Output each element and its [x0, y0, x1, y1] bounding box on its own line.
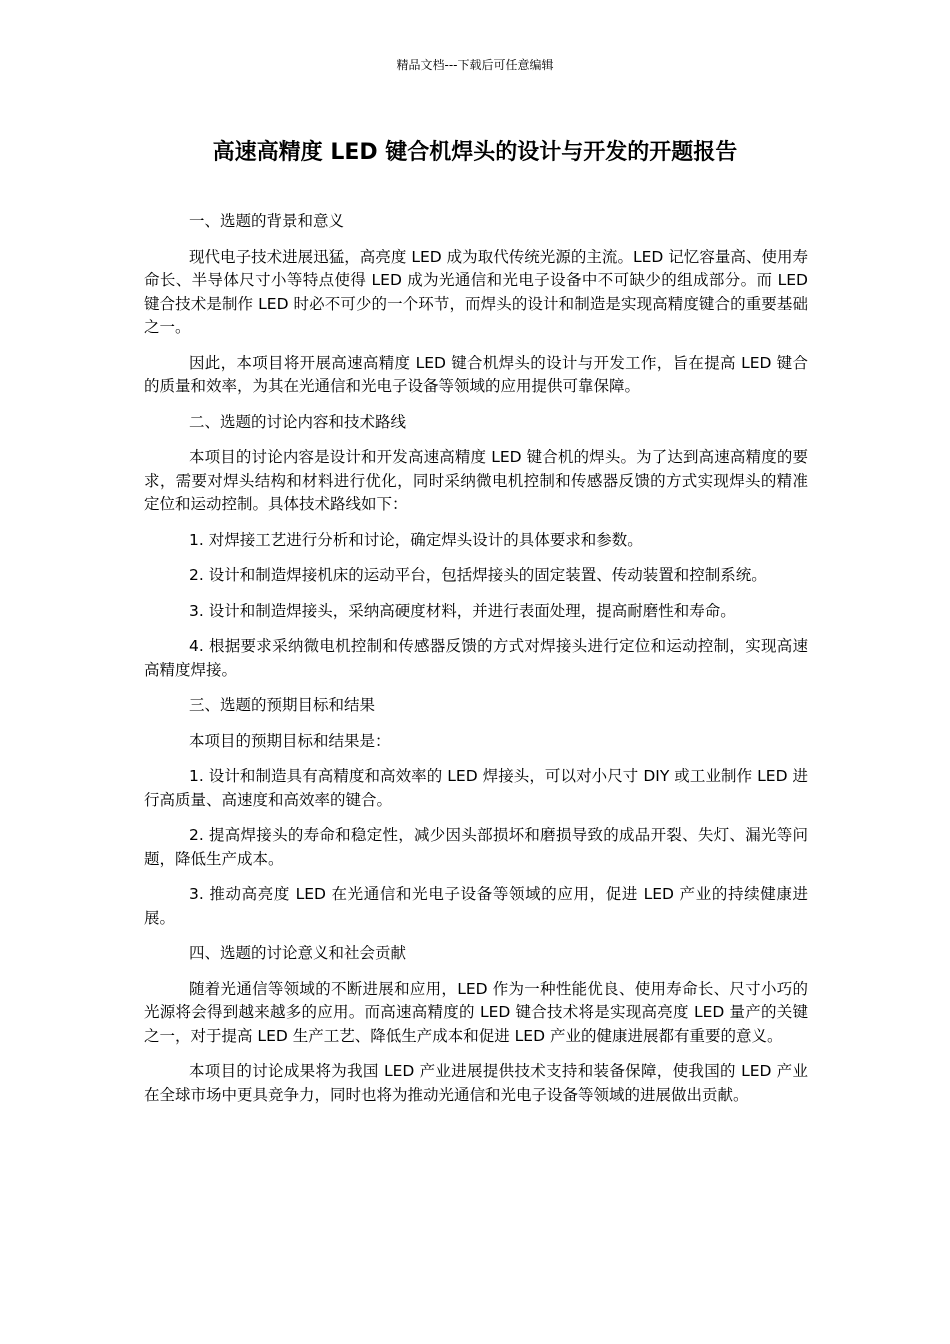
paragraph: 本项目的讨论内容是设计和开发高速高精度 LED 键合机的焊头。为了达到高速高精度的要求，需要对焊头结构和材料进行优化，同时采纳微电机控制和传感器反馈的方式实现焊头的精准定位和运动控制。具体技术路线如下： — [144, 448, 808, 513]
list-item: 4. 根据要求采纳微电机控制和传感器反馈的方式对焊接头进行定位和运动控制，实现高速高精度焊接。 — [144, 637, 808, 679]
document-body — [144, 210, 808, 1119]
list-item: 3. 推动高亮度 LED 在光通信和光电子设备等领域的应用，促进 LED 产业的持续健康进展。 — [144, 885, 808, 927]
paragraph: 现代电子技术进展迅猛，高亮度 LED 成为取代传统光源的主流。LED 记忆容量高、使用寿命长、半导体尺寸小等特点使得 LED 成为光通信和光电子设备中不可缺少的组成部分。而 LED 键合技术是制作 LED 时必不可少的一个环节，而焊头的设计和制造是实现高精度键合的重要基础之一。 — [144, 247, 808, 336]
section-heading-goals: 三、选题的预期目标和结果 — [189, 696, 376, 714]
list-item: 2. 提高焊接头的寿命和稳定性，减少因头部损坏和磨损导致的成品开裂、失灯、漏光等问题，降低生产成本。 — [144, 826, 808, 868]
list-item: 3. 设计和制造焊接头，采纳高硬度材料，并进行表面处理，提高耐磨性和寿命。 — [189, 601, 736, 620]
header-note: 精品文档---下载后可任意编辑 — [396, 58, 554, 72]
document-title: 高速高精度 LED 键合机焊头的设计与开发的开题报告 — [212, 140, 738, 165]
section-heading-content-route: 二、选题的讨论内容和技术路线 — [189, 412, 407, 431]
paragraph: 本项目的预期目标和结果是： — [189, 731, 391, 750]
paragraph: 随着光通信等领域的不断进展和应用，LED 作为一种性能优良、使用寿命长、尺寸小巧的光源将会得到越来越多的应用。而高速高精度的 LED 键合技术将是实现高亮度 LED 量产的关键之一，对于提高 LED 生产工艺、降低生产成本和促进 LED 产业的健康进展都有重要的意义。 — [144, 979, 808, 1045]
paragraph: 本项目的讨论成果将为我国 LED 产业进展提供技术支持和装备保障，使我国的 LED 产业在全球市场中更具竞争力，同时也将为推动光通信和光电子设备等领域的进展做出贡献。 — [144, 1062, 808, 1104]
section-heading-background: 一、选题的背景和意义 — [189, 212, 345, 230]
list-item: 1. 设计和制造具有高精度和高效率的 LED 焊接头，可以对小尺寸 DIY 或工业制作 LED 进行高质量、高速度和高效率的键合。 — [144, 767, 808, 809]
section-heading-significance: 四、选题的讨论意义和社会贡献 — [189, 944, 407, 962]
list-item: 1. 对焊接工艺进行分析和讨论，确定焊头设计的具体要求和参数。 — [189, 530, 643, 549]
paragraph: 因此，本项目将开展高速高精度 LED 键合机焊头的设计与开发工作，旨在提高 LED 键合的质量和效率，为其在光通信和光电子设备等领域的应用提供可靠保障。 — [144, 353, 808, 395]
list-item: 2. 设计和制造焊接机床的运动平台，包括焊接头的固定装置、传动装置和控制系统。 — [189, 566, 767, 584]
